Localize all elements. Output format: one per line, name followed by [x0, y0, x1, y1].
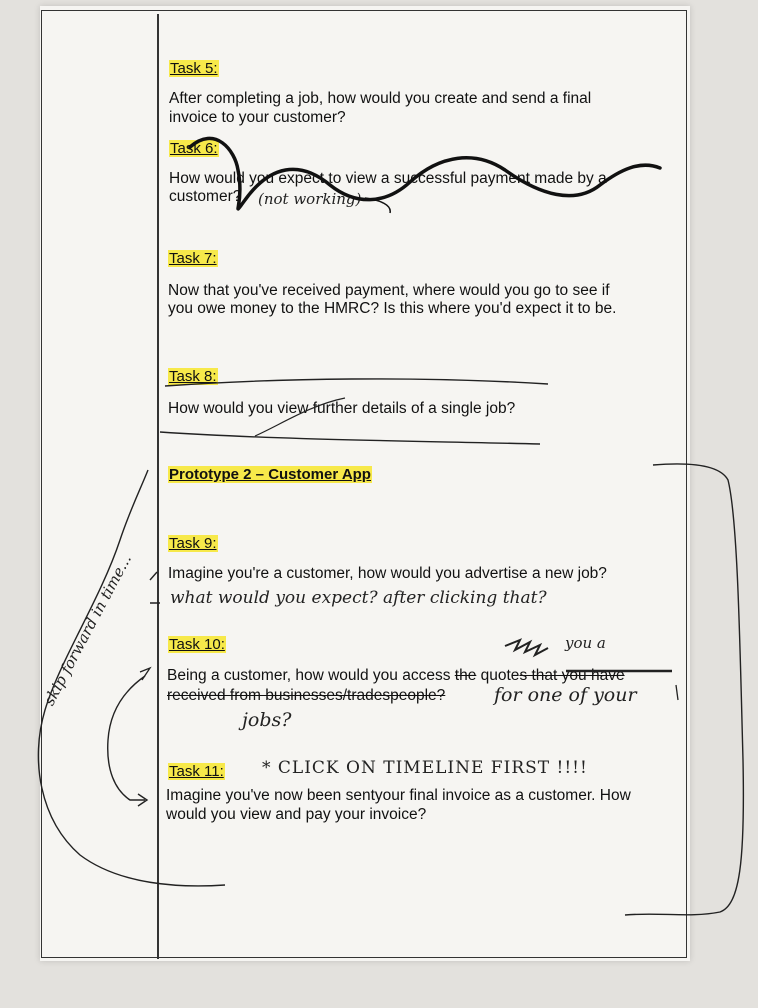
- task-5-line-2: invoice to your customer?: [169, 109, 346, 126]
- task-10-line-1-mid: quote: [476, 667, 520, 684]
- margin-arrow: [108, 676, 145, 800]
- task-8-text: How would you view further details of a single job?: [168, 400, 516, 417]
- task-10-struck-end: s that you have: [519, 667, 625, 684]
- task-10-end-mark: [676, 685, 678, 700]
- task-8-label: Task 8:: [169, 368, 217, 385]
- task-8-cross-top: [165, 379, 548, 386]
- task-11-line-1: Imagine you've now been sentyour final invoice as a customer. How: [166, 787, 631, 804]
- task-6-scribble: [190, 138, 660, 209]
- task-10-note-line-2: jobs?: [242, 709, 292, 731]
- task-10-line-2: received from businesses/tradespeople?: [167, 687, 446, 704]
- task-10-scribble: [505, 640, 548, 655]
- task-9-tick: [150, 572, 160, 603]
- task-10-label: Task 10:: [169, 636, 225, 653]
- right-bracket: [625, 464, 743, 915]
- task-11-line-2: would you view and pay your invoice?: [166, 806, 427, 823]
- task-7-line-1: Now that you've received payment, where would you go to see if: [168, 282, 610, 299]
- task-10-line-1-start: Being a customer, how would you access: [167, 667, 455, 684]
- task-7-line-2: you owe money to the HMRC? Is this where you'd expect it to be.: [168, 300, 617, 317]
- task-11-label: Task 11:: [169, 763, 224, 780]
- task-10-struck-word: the: [454, 667, 477, 684]
- task-10-note-after: for one of your: [494, 684, 637, 706]
- task-5-line-1: After completing a job, how would you create and send a final: [169, 90, 592, 107]
- prototype-2-heading: Prototype 2 – Customer App: [169, 466, 371, 483]
- task-8-cross-diagonal: [255, 398, 345, 436]
- task-6-line-2: customer?: [169, 188, 242, 205]
- margin-handwritten-note: skip forward in time...: [40, 551, 135, 709]
- task-6-handwritten-note: (not working): [258, 190, 362, 208]
- task-6-line-1: How would you expect to view a successful payment made by a: [169, 170, 607, 187]
- task-11-handwritten-note: * CLICK ON TIMELINE FIRST !!!!: [262, 758, 588, 778]
- task-9-label: Task 9:: [169, 535, 217, 552]
- task-9-handwritten-note: what would you expect? after clicking that?: [170, 588, 547, 608]
- task-6-label: Task 6:: [170, 140, 218, 157]
- task-9-text: Imagine you're a customer, how would you advertise a new job?: [168, 565, 607, 582]
- task-7-label: Task 7:: [169, 250, 217, 267]
- left-bracket: [38, 470, 225, 886]
- task-8-cross-bottom: [160, 432, 540, 444]
- task-10-note-above: you a: [565, 634, 606, 652]
- task-5-label: Task 5:: [170, 60, 218, 77]
